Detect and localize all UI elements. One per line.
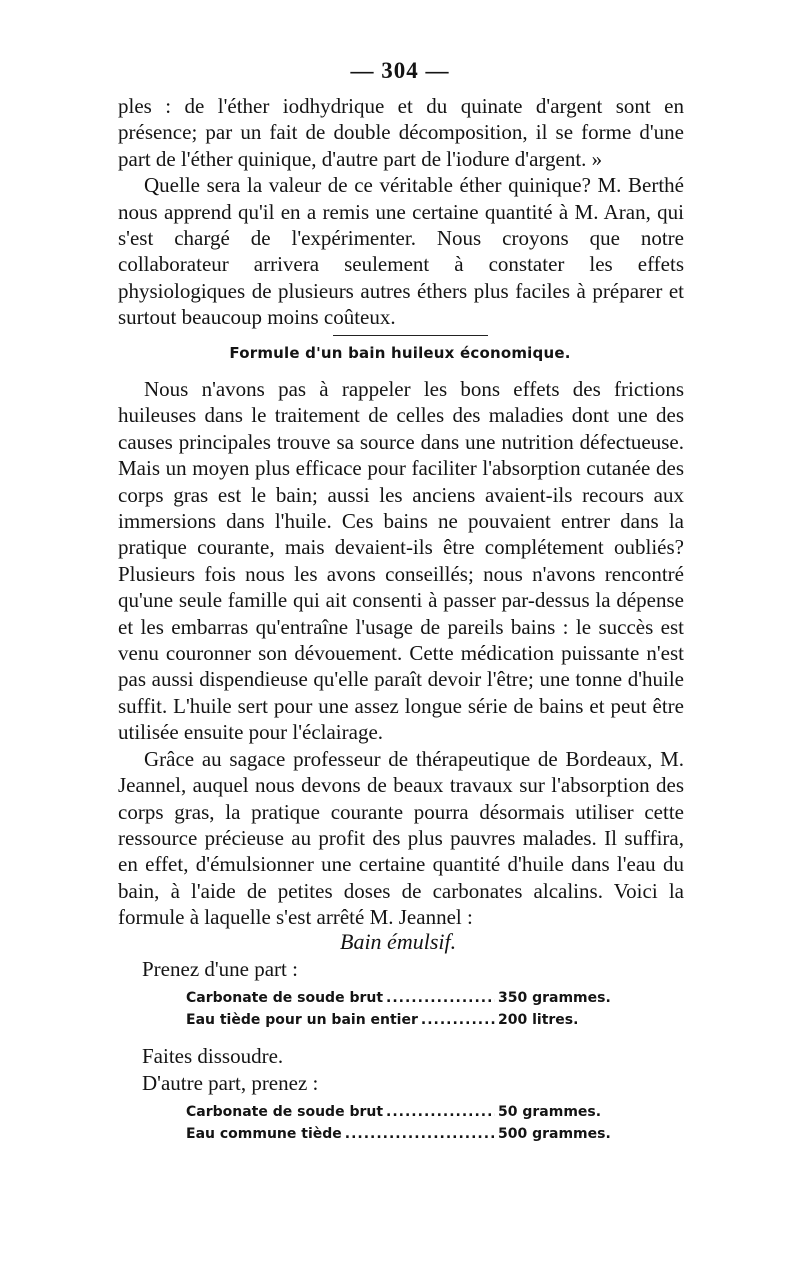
body-text [118, 376, 684, 931]
ingredient-row [186, 1126, 611, 1148]
dot-leader [421, 1012, 495, 1028]
ingredient-name: Carbonate de soude brut [186, 990, 384, 1006]
dot-leader [345, 1126, 495, 1142]
section-divider [333, 335, 488, 336]
ingredient-row [186, 1104, 606, 1126]
ingredient-quantity: 500 grammes. [498, 1126, 611, 1142]
ingredient-list [186, 1104, 611, 1148]
recipe-step: Prenez d'une part : [142, 957, 298, 981]
ingredient-name: Eau tiède pour un bain entier [186, 1012, 418, 1028]
ingredient-quantity: 50 grammes. [498, 1104, 602, 1120]
intro-text [118, 93, 684, 331]
dot-leader [386, 1104, 495, 1120]
paragraph: Quelle sera la valeur de ce véritable éther quinique? M. Berthé nous apprend qu'il en a remis une certaine quantité à M. Aran, qui s'est chargé de l'expérimenter. Nous croyons que notre collaborateur arrivera seulement à constater les effets physiologiques de plusieurs autres éthers plus faciles à préparer et surtout beaucoup moins coûteux. [118, 173, 684, 330]
dot-leader [386, 990, 495, 1006]
ingredient-row [186, 990, 611, 1012]
ingredient-name: Carbonate de soude brut [186, 1104, 384, 1120]
ingredient-list [186, 990, 611, 1034]
ingredient-quantity: 350 grammes. [498, 990, 611, 1006]
page-number: — 304 — [350, 58, 450, 83]
ingredient-row [186, 1012, 606, 1034]
paragraph: ples : de l'éther iodhydrique et du quinate d'argent sont en présence; par un fait de double décomposition, il se forme d'une part de l'éther quinique, d'autre part de l'iodure d'argent. » [118, 94, 684, 171]
recipe-step: D'autre part, prenez : [142, 1071, 319, 1095]
ingredient-quantity: 200 litres. [498, 1012, 579, 1028]
paragraph: Nous n'avons pas à rappeler les bons effets des frictions huileuses dans le traitement de celles des maladies dont une des causes principales trouve sa source dans une nutrition défectueuse. Mais un moyen plus efficace pour faciliter l'absorption cutanée des corps gras est le bain; aussi les anciens avaient-ils recours aux immersions dans l'huile. Ces bains ne pouvaient entrer dans la pratique courante, mais devaient-ils être complétement oubliés? Plusieurs fois nous les avons conseillés; nous n'avons rencontré qu'une seule famille qui ait consenti à passer par-dessus la dépense et les embarras qu'entraîne l'usage de pareils bains : le succès est venu couronner son dévouement. Cette médication puissante n'est pas aussi dispendieuse qu'elle paraît devoir l'être; une tonne d'huile suffit. L'huile sert pour une assez longue série de bains et peut être utilisée ensuite pour l'éclairage. [118, 377, 684, 745]
recipe-title: Bain émulsif. [340, 929, 457, 954]
ingredient-name: Eau commune tiède [186, 1126, 342, 1142]
paragraph: Grâce au sagace professeur de thérapeutique de Bordeaux, M. Jeannel, auquel nous devons de beaux travaux sur l'absorption des corps gras, la pratique courante pourra désormais utiliser cette ressource précieuse au profit des plus pauvres malades. Il suffira, en effet, d'émulsionner une certaine quantité d'huile dans l'eau du bain, à l'aide de petites doses de carbonates alcalins. Voici la formule à laquelle s'est arrêté M. Jeannel : [118, 746, 684, 930]
section-title: Formule d'un bain huileux économique. [229, 344, 571, 362]
recipe-step: Faites dissoudre. [142, 1044, 284, 1068]
